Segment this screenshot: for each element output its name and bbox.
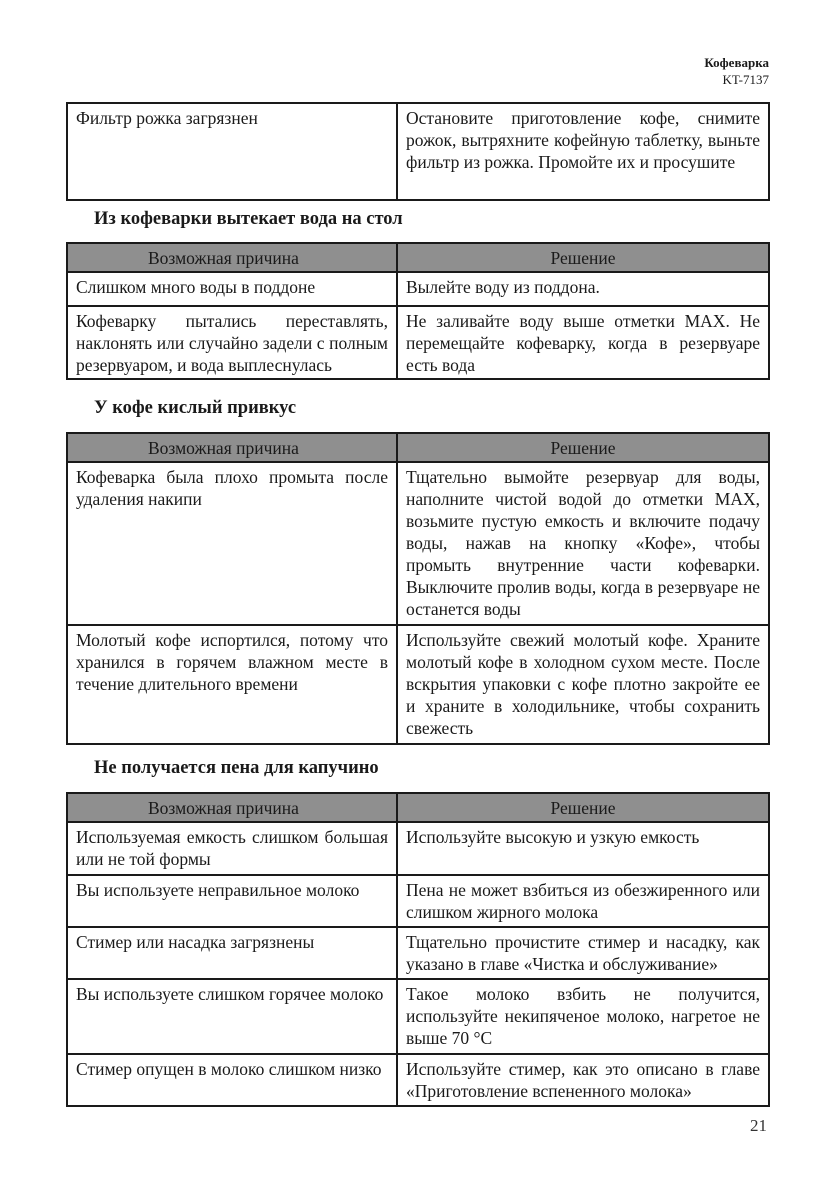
column-header-solution: Решение <box>397 243 769 272</box>
troubleshooting-table-water-leak <box>66 242 770 380</box>
section-title-water-leak: Из кофеварки вытекает вода на стол <box>94 209 403 229</box>
table-row <box>67 875 769 927</box>
model-number: KT-7137 <box>722 72 769 87</box>
cause-cell: Слишком много воды в поддоне <box>67 272 397 306</box>
table-row <box>67 272 769 306</box>
troubleshooting-table-continued <box>66 102 770 201</box>
table-row <box>67 103 769 200</box>
column-header-cause: Возможная причина <box>67 793 397 822</box>
table-row <box>67 979 769 1054</box>
table-row <box>67 306 769 379</box>
solution-cell: Тщательно вымойте резервуар для воды, наполните чистой водой до отметки MAX, возьмите пустую емкость и включите подачу воды, нажав на кнопку «Кофе», чтобы промыть внутренние части кофеварки. Выключите пролив воды, когда в резервуаре не останется воды <box>397 462 769 625</box>
troubleshooting-table-sour-taste <box>66 432 770 745</box>
section-title-no-foam: Не получается пена для капучино <box>94 758 379 778</box>
section-title-sour-taste: У кофе кислый привкус <box>94 398 297 418</box>
cause-cell: Вы используете неправильное молоко <box>67 875 397 927</box>
solution-cell: Пена не может взбиться из обезжиренного или слишком жирного молока <box>397 875 769 927</box>
table-header-row <box>67 243 769 272</box>
table-header-row <box>67 793 769 822</box>
page-number: 21 <box>750 1116 767 1135</box>
column-header-cause: Возможная причина <box>67 433 397 462</box>
column-header-solution: Решение <box>397 793 769 822</box>
troubleshooting-table-no-foam <box>66 792 770 1107</box>
table-row <box>67 462 769 625</box>
solution-cell: Используйте стимер, как это описано в главе «Приготовление вспененного молока» <box>397 1054 769 1106</box>
cause-cell: Молотый кофе испортился, потому что хранился в горячем влажном месте в течение длительного времени <box>67 625 397 744</box>
cause-cell: Стимер или насадка загрязнены <box>67 927 397 979</box>
solution-cell: Используйте высокую и узкую емкость <box>397 822 769 875</box>
table-row <box>67 927 769 979</box>
cause-cell: Стимер опущен в молоко слишком низко <box>67 1054 397 1106</box>
page-header <box>704 54 769 88</box>
table-header-row <box>67 433 769 462</box>
solution-cell: Используйте свежий молотый кофе. Храните молотый кофе в холодном сухом месте. После вскрытия упаковки с кофе плотно закройте ее и храните в холодильнике, чтобы сохранить свежесть <box>397 625 769 744</box>
solution-cell: Не заливайте воду выше отметки MAX. Не перемещайте кофеварку, когда в резервуаре есть вода <box>397 306 769 379</box>
solution-cell: Остановите приготовление кофе, снимите рожок, вытряхните кофейную таблетку, выньте фильтр из рожка. Промойте их и просушите <box>397 103 769 200</box>
cause-cell: Кофеварку пытались переставлять, наклонять или случайно задели с полным резервуаром, и вода выплеснулась <box>67 306 397 379</box>
cause-cell: Фильтр рожка загрязнен <box>67 103 397 200</box>
cause-cell: Используемая емкость слишком большая или не той формы <box>67 822 397 875</box>
cause-cell: Вы используете слишком горячее молоко <box>67 979 397 1054</box>
solution-cell: Тщательно прочистите стимер и насадку, как указано в главе «Чистка и обслуживание» <box>397 927 769 979</box>
table-row <box>67 1054 769 1106</box>
column-header-cause: Возможная причина <box>67 243 397 272</box>
column-header-solution: Решение <box>397 433 769 462</box>
cause-cell: Кофеварка была плохо промыта после удаления накипи <box>67 462 397 625</box>
product-name: Кофеварка <box>704 55 769 70</box>
table-row <box>67 625 769 744</box>
solution-cell: Вылейте воду из поддона. <box>397 272 769 306</box>
table-row <box>67 822 769 875</box>
solution-cell: Такое молоко взбить не получится, используйте некипяченое молоко, нагретое не выше 70 °C <box>397 979 769 1054</box>
